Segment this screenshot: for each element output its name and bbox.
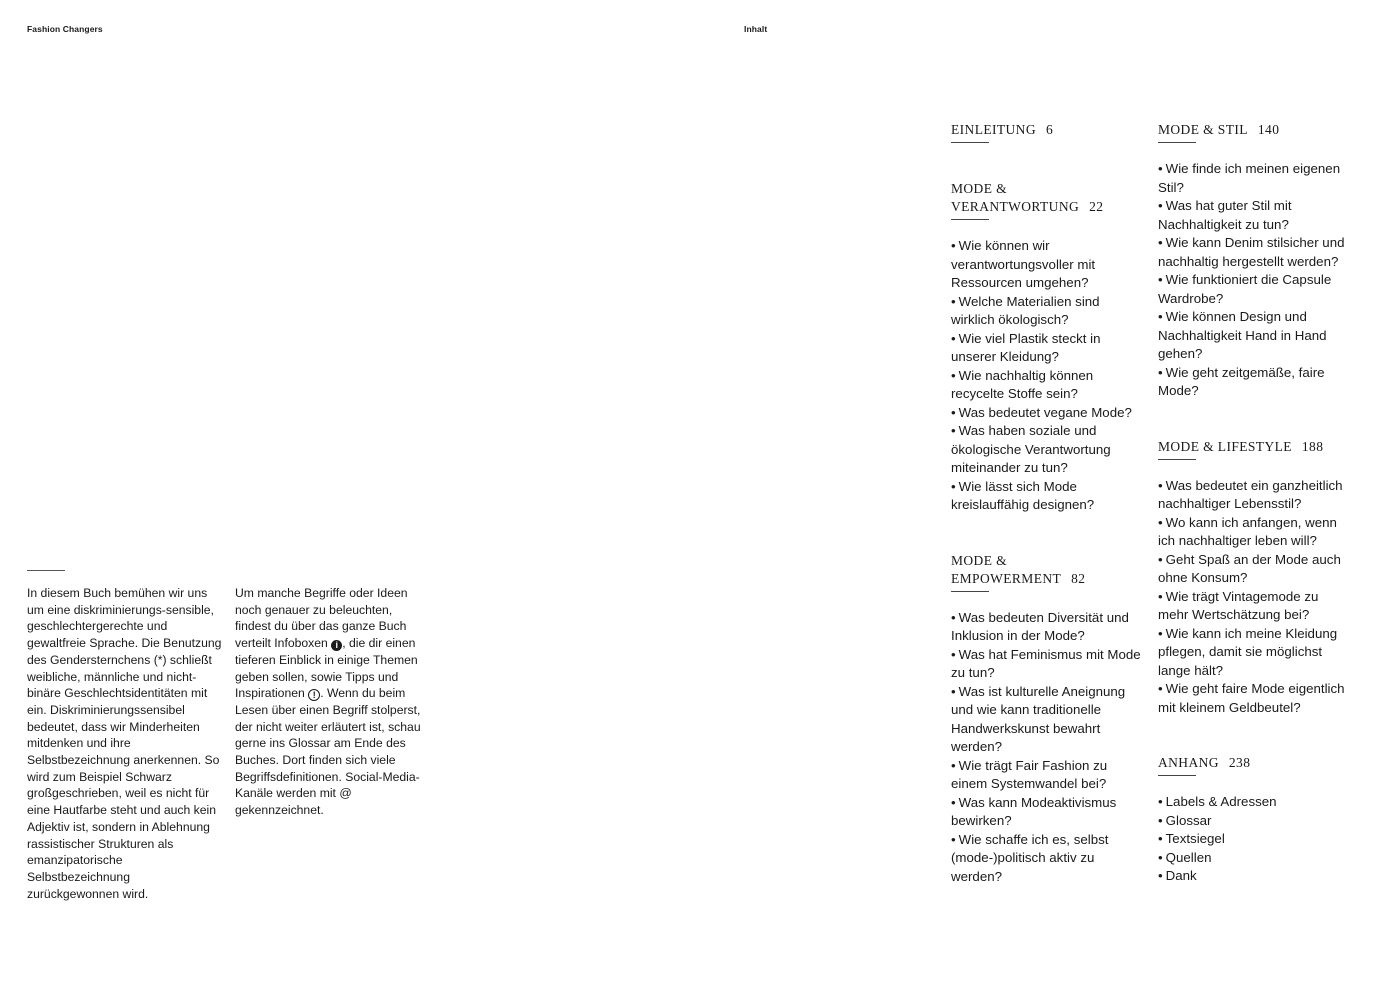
toc-item [951, 683, 1143, 757]
bullet-icon: • [1158, 681, 1163, 696]
toc-item-text: Wie viel Plastik steckt in unserer Kleidung? [951, 330, 1101, 364]
toc-heading-rule [951, 591, 989, 592]
bullet-icon: • [1158, 477, 1163, 493]
toc-heading [1158, 121, 1350, 139]
toc-item [951, 609, 1143, 646]
toc-item [1158, 680, 1350, 717]
toc-item-text: Quellen [1165, 849, 1212, 865]
bullet-icon: • [951, 478, 956, 494]
infobox-note-part-2: , die dir einen tieferen Einblick in einige Themen geben sollen, sowie Tipps und Inspirationen [235, 636, 418, 701]
toc-item-text: Was hat Feminismus mit Mode zu tun? [951, 646, 1141, 680]
toc-heading-title: EINLEITUNG [951, 122, 1036, 137]
language-note-text: In diesem Buch bemühen wir uns um eine diskriminierungs-sensible, geschlechtergerechte und gewaltfreie Sprache. Die Benutzung des Gendersternchens (*) schließt weibliche, männliche und nicht-binäre Geschlechtsidentitäten mit ein. Diskriminierungssensibel bedeutet, dass wir Minderheiten mitdenken und ihre Selbstbezeichnung anerkennen. So wird zum Beispiel Schwarz großgeschrieben, weil es nicht für eine Hautfarbe steht und auch kein Adjektiv ist, sondern in Ablehnung rassistischer Strukturen als emanzipatorische Selbstbezeichnung zurückgewonnen wird. [27, 586, 222, 901]
bullet-icon: • [1158, 514, 1163, 530]
running-head-book-title: Fashion Changers [27, 24, 103, 34]
toc-item [1158, 514, 1350, 551]
toc-item-text: Was bedeutet vegane Mode? [958, 404, 1132, 420]
toc-section-mode-and-lifestyle [1158, 438, 1350, 718]
toc-item-text: Wie können wir verantwortungsvoller mit Ressourcen umgehen? [951, 238, 1096, 290]
toc-item [951, 404, 1143, 423]
tip-icon: ! [308, 689, 320, 701]
toc-item [951, 422, 1143, 478]
toc-heading [951, 121, 1143, 139]
toc-item-text: Was haben soziale und ökologische Verantwortung miteinander zu tun? [951, 423, 1111, 475]
toc-item-text: Labels & Adressen [1165, 794, 1277, 809]
toc-item [951, 293, 1143, 330]
toc-item-text: Wie funktioniert die Capsule Wardrobe? [1158, 272, 1332, 306]
toc-section-mode-and-stil [1158, 121, 1350, 401]
toc-item [1158, 364, 1350, 401]
toc-item-text: Wie können Design und Nachhaltigkeit Hand in Hand gehen? [1158, 309, 1327, 361]
toc-heading-title: MODE & EMPOWERMENT [951, 552, 1062, 586]
bullet-icon: • [951, 683, 956, 699]
toc-heading [1158, 754, 1350, 772]
toc-heading-title: MODE & VERANTWORTUNG [951, 181, 1080, 214]
toc-heading-rule [1158, 459, 1196, 460]
toc-heading [951, 552, 1143, 588]
toc-column-2 [1158, 121, 1350, 923]
toc-item [1158, 551, 1350, 588]
infobox-note-text [235, 585, 430, 819]
toc-item-text: Geht Spaß an der Mode auch ohne Konsum? [1158, 551, 1341, 585]
toc-item-list [1158, 160, 1350, 401]
toc-item-text: Wie trägt Fair Fashion zu einem Systemwandel bei? [951, 757, 1108, 791]
toc-item-text: Wie lässt sich Mode kreislauffähig designen? [951, 478, 1095, 512]
toc-item-text: Wie finde ich meinen eigenen Stil? [1158, 161, 1341, 195]
toc-item-list [1158, 477, 1350, 718]
toc-section-einleitung [951, 121, 1143, 143]
toc-item-list [1158, 793, 1350, 886]
toc-heading-rule [1158, 142, 1196, 143]
toc-section-anhang [1158, 754, 1350, 886]
toc-page-number: 82 [1071, 570, 1086, 586]
toc-item-text: Wie nachhaltig können recycelte Stoffe sein? [951, 367, 1094, 401]
bullet-icon: • [1158, 309, 1163, 324]
bullet-icon: • [1158, 272, 1163, 287]
toc-item [1158, 588, 1350, 625]
bullet-icon: • [951, 646, 956, 662]
bullet-icon: • [1158, 198, 1163, 213]
toc-item [1158, 812, 1350, 831]
bullet-icon: • [951, 831, 956, 847]
toc-page-number: 140 [1257, 122, 1280, 137]
toc-item-list [951, 237, 1143, 515]
toc-item [1158, 625, 1350, 681]
bullet-icon: • [951, 423, 956, 438]
toc-item-text: Textsiegel [1165, 831, 1225, 846]
language-note [27, 585, 222, 902]
toc-item [1158, 849, 1350, 868]
bullet-icon: • [1158, 551, 1163, 567]
toc-item [1158, 308, 1350, 364]
bullet-icon: • [1158, 625, 1163, 641]
infobox-note [235, 585, 430, 819]
info-icon: i [331, 640, 342, 651]
bullet-icon: • [1158, 794, 1163, 809]
toc-item-text: Wo kann ich anfangen, wenn ich nachhaltiger leben will? [1158, 514, 1337, 548]
toc-item-text: Was ist kulturelle Aneignung und wie kann traditionelle Handwerkskunst bewahrt werden? [951, 683, 1126, 754]
toc-item [951, 831, 1143, 887]
toc-item [951, 237, 1143, 293]
toc-item-text: Was kann Modeaktivismus bewirken? [951, 794, 1117, 828]
toc-heading-title: MODE & LIFESTYLE [1158, 438, 1292, 454]
bullet-icon: • [951, 330, 956, 346]
bullet-icon: • [951, 609, 956, 625]
toc-heading [1158, 438, 1350, 456]
toc-item [951, 367, 1143, 404]
toc-item [1158, 477, 1350, 514]
toc-heading-rule [951, 142, 989, 143]
infobox-note-part-3: . Wenn du beim Lesen über einen Begriff stolperst, der nicht weiter erläutert ist, schau gerne ins Glossar am Ende des Buches. Dort finden sich viele Begriffsdefinitionen. Social-Media-Kanäle werden mit @ gekennzeichnet. [235, 686, 421, 818]
toc-item [1158, 234, 1350, 271]
toc-item-text: Wie kann Denim stilsicher und nachhaltig hergestellt werden? [1158, 235, 1345, 269]
bullet-icon: • [1158, 849, 1163, 865]
toc-item-text: Wie geht faire Mode eigentlich mit kleinem Geldbeutel? [1158, 681, 1345, 715]
toc-item-text: Wie geht zeitgemäße, faire Mode? [1158, 364, 1325, 398]
bullet-icon: • [1158, 364, 1163, 380]
toc-item [1158, 271, 1350, 308]
toc-page-number: 6 [1045, 122, 1054, 137]
toc-item-text: Was hat guter Stil mit Nachhaltigkeit zu tun? [1158, 198, 1292, 232]
toc-heading [951, 180, 1143, 216]
toc-item-text: Was bedeuten Diversität und Inklusion in der Mode? [951, 609, 1129, 643]
bullet-icon: • [951, 794, 956, 810]
toc-section-mode-and-empowerment [951, 552, 1143, 887]
bullet-icon: • [951, 367, 956, 383]
toc-item [951, 794, 1143, 831]
toc-item-text: Wie schaffe ich es, selbst (mode-)politisch aktiv zu werden? [951, 831, 1109, 884]
bullet-icon: • [951, 404, 956, 420]
toc-item [951, 478, 1143, 515]
running-head-section: Inhalt [744, 24, 768, 34]
toc-item [1158, 830, 1350, 849]
toc-item-text: Was bedeutet ein ganzheitlich nachhaltiger Lebensstil? [1158, 477, 1343, 511]
toc-heading-rule [951, 219, 989, 220]
toc-column-1 [951, 121, 1143, 923]
toc-item-text: Wie trägt Vintagemode zu mehr Wertschätzung bei? [1158, 588, 1319, 622]
toc-item [1158, 867, 1350, 886]
toc-heading-title: ANHANG [1158, 755, 1219, 770]
bullet-icon: • [1158, 812, 1163, 828]
toc-item [951, 646, 1143, 683]
bullet-icon: • [1158, 831, 1163, 846]
bullet-icon: • [951, 238, 956, 253]
toc-item [951, 757, 1143, 794]
toc-page-number: 238 [1228, 755, 1251, 770]
bullet-icon: • [1158, 868, 1163, 883]
toc-item-text: Dank [1165, 868, 1197, 883]
toc-page-number: 22 [1089, 199, 1104, 214]
bullet-icon: • [951, 757, 956, 773]
bullet-icon: • [1158, 161, 1163, 176]
infobox-note-part-1: Um manche Begriffe oder Ideen noch genauer zu beleuchten, findest du über das ganze Buch verteilt Infoboxen [235, 586, 408, 651]
toc-page-number: 188 [1301, 438, 1324, 454]
toc-item [1158, 160, 1350, 197]
toc-item-text: Welche Materialien sind wirklich ökologisch? [951, 293, 1100, 327]
toc-item [1158, 197, 1350, 234]
bullet-icon: • [951, 293, 956, 309]
toc-item-list [951, 609, 1143, 887]
toc-item [951, 330, 1143, 367]
toc-item-text: Wie kann ich meine Kleidung pflegen, damit sie möglichst lange hält? [1158, 625, 1338, 678]
toc-heading-rule [1158, 775, 1196, 776]
bullet-icon: • [1158, 588, 1163, 604]
bullet-icon: • [1158, 235, 1163, 250]
toc-item [1158, 793, 1350, 812]
toc-item-text: Glossar [1165, 812, 1212, 828]
toc-section-mode-and-verantwortung [951, 180, 1143, 515]
toc-heading-title: MODE & STIL [1158, 122, 1248, 137]
notes-divider [27, 570, 65, 571]
